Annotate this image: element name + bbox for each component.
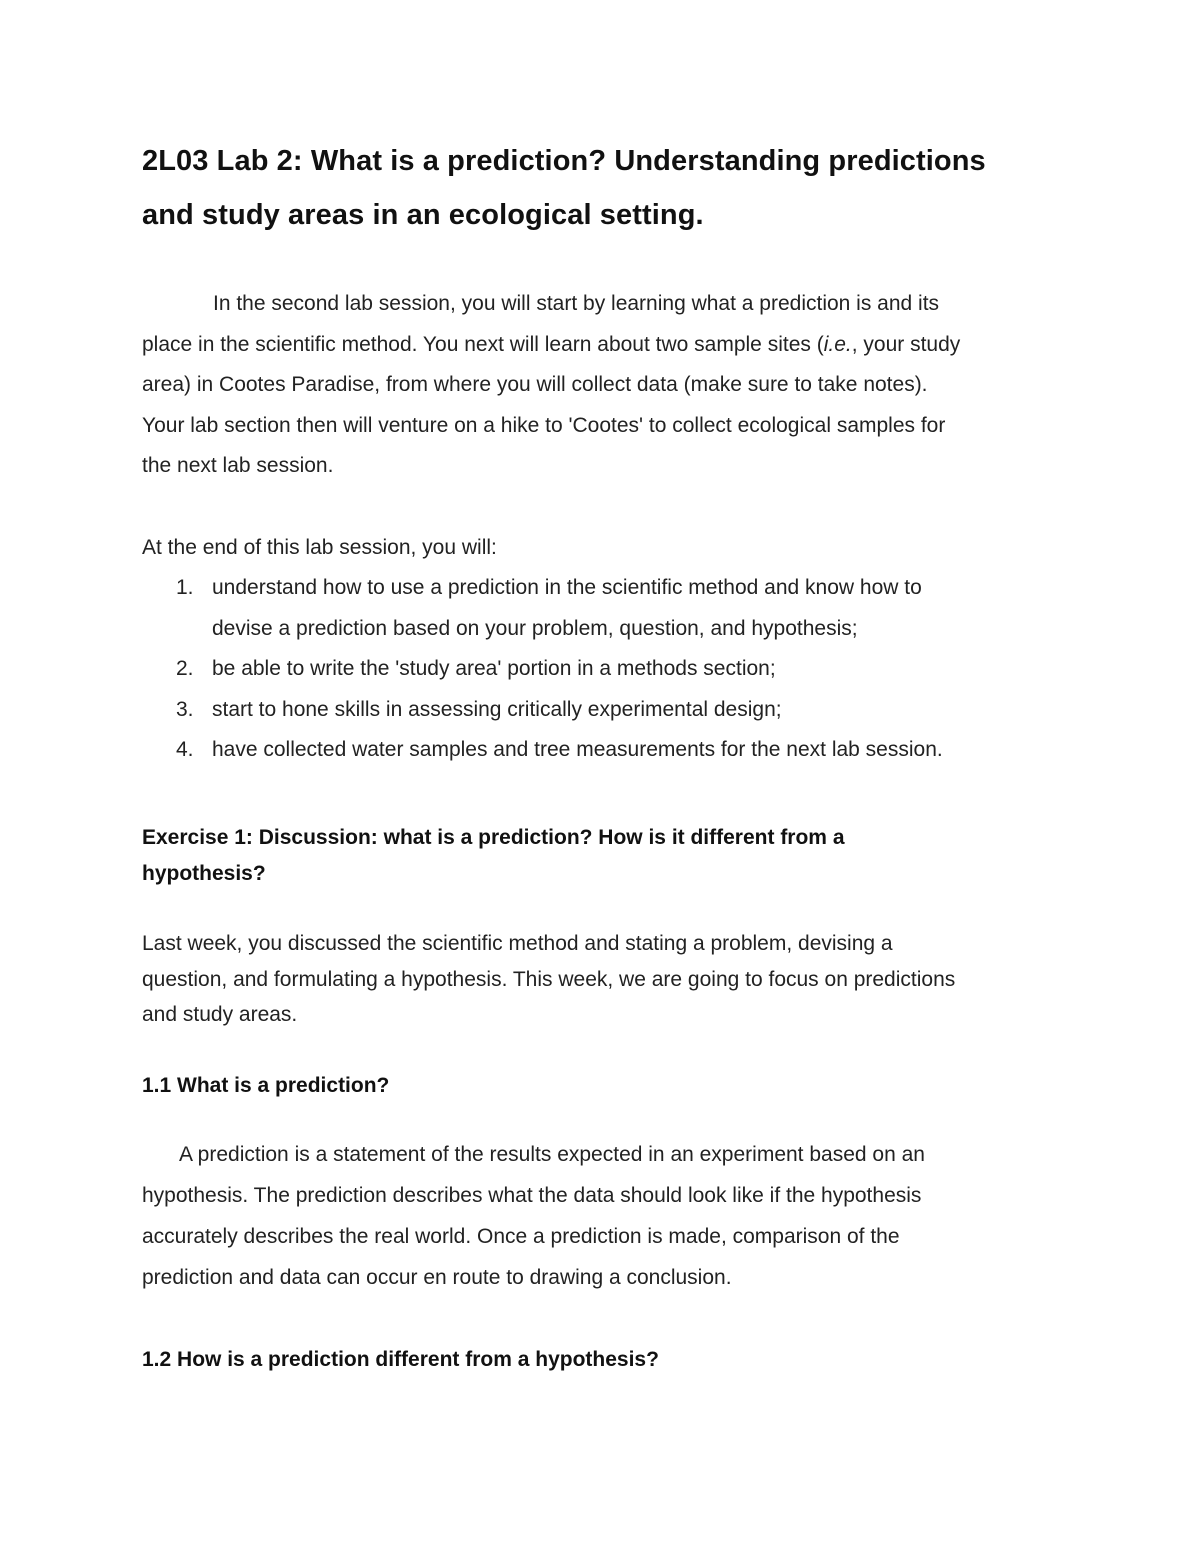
intro-line: Your lab section then will venture on a hike to 'Cootes' to collect ecological samples for <box>142 413 946 437</box>
list-item <box>142 568 1082 649</box>
list-number: 4. <box>176 738 194 761</box>
section-1-2-heading: 1.2 How is a prediction different from a hypothesis? <box>142 1348 659 1371</box>
exercise-1-paragraph <box>142 926 1082 1033</box>
list-item <box>142 690 1082 731</box>
document-title <box>142 134 1082 242</box>
paragraph-line: question, and formulating a hypothesis. This week, we are going to focus on predictions <box>142 967 956 991</box>
goals-lead: At the end of this lab session, you will: <box>142 536 497 559</box>
intro-line <box>142 325 1082 366</box>
title-line: and study areas in an ecological setting. <box>142 199 704 231</box>
paragraph-line: hypothesis. The prediction describes what the data should look like if the hypothesis <box>142 1184 922 1207</box>
goals-list <box>142 568 1082 771</box>
section-1-1-paragraph <box>142 1134 1082 1298</box>
list-item-line: understand how to use a prediction in the scientific method and know how to <box>212 576 922 599</box>
list-item-line: have collected water samples and tree measurements for the next lab session. <box>212 738 943 761</box>
intro-paragraph <box>142 284 1082 487</box>
list-item-line: start to hone skills in assessing critically experimental design; <box>212 697 782 721</box>
list-item <box>142 730 1082 771</box>
intro-text: place in the scientific method. You next will learn about two sample sites ( <box>142 332 824 356</box>
paragraph-line: A prediction is a statement of the results expected in an experiment based on an <box>179 1143 925 1166</box>
paragraph-line: and study areas. <box>142 1003 298 1026</box>
intro-italic-text: i.e. <box>823 332 852 356</box>
list-number: 3. <box>176 697 194 721</box>
intro-text: , your study <box>851 332 961 356</box>
paragraph-line: accurately describes the real world. Once a prediction is made, comparison of the <box>142 1225 900 1248</box>
intro-line: In the second lab session, you will start by learning what a prediction is and its <box>213 292 940 315</box>
exercise-1-heading <box>142 820 1082 892</box>
list-item-line: devise a prediction based on your problem, question, and hypothesis; <box>212 616 858 640</box>
list-item-line: be able to write the 'study area' portion in a methods section; <box>212 657 776 680</box>
list-item <box>142 649 1082 690</box>
list-number: 1. <box>176 576 194 599</box>
heading-line: Exercise 1: Discussion: what is a prediction? How is it different from a <box>142 826 845 849</box>
intro-line: the next lab session. <box>142 454 334 478</box>
paragraph-line: prediction and data can occur en route to drawing a conclusion. <box>142 1266 732 1289</box>
title-line: 2L03 Lab 2: What is a prediction? Understanding predictions <box>142 145 986 177</box>
heading-line: hypothesis? <box>142 862 266 885</box>
paragraph-line: Last week, you discussed the scientific method and stating a problem, devising a <box>142 932 893 955</box>
section-1-1-heading: 1.1 What is a prediction? <box>142 1074 390 1097</box>
list-number: 2. <box>176 657 194 680</box>
intro-line: area) in Cootes Paradise, from where you will collect data (make sure to take notes). <box>142 373 928 397</box>
